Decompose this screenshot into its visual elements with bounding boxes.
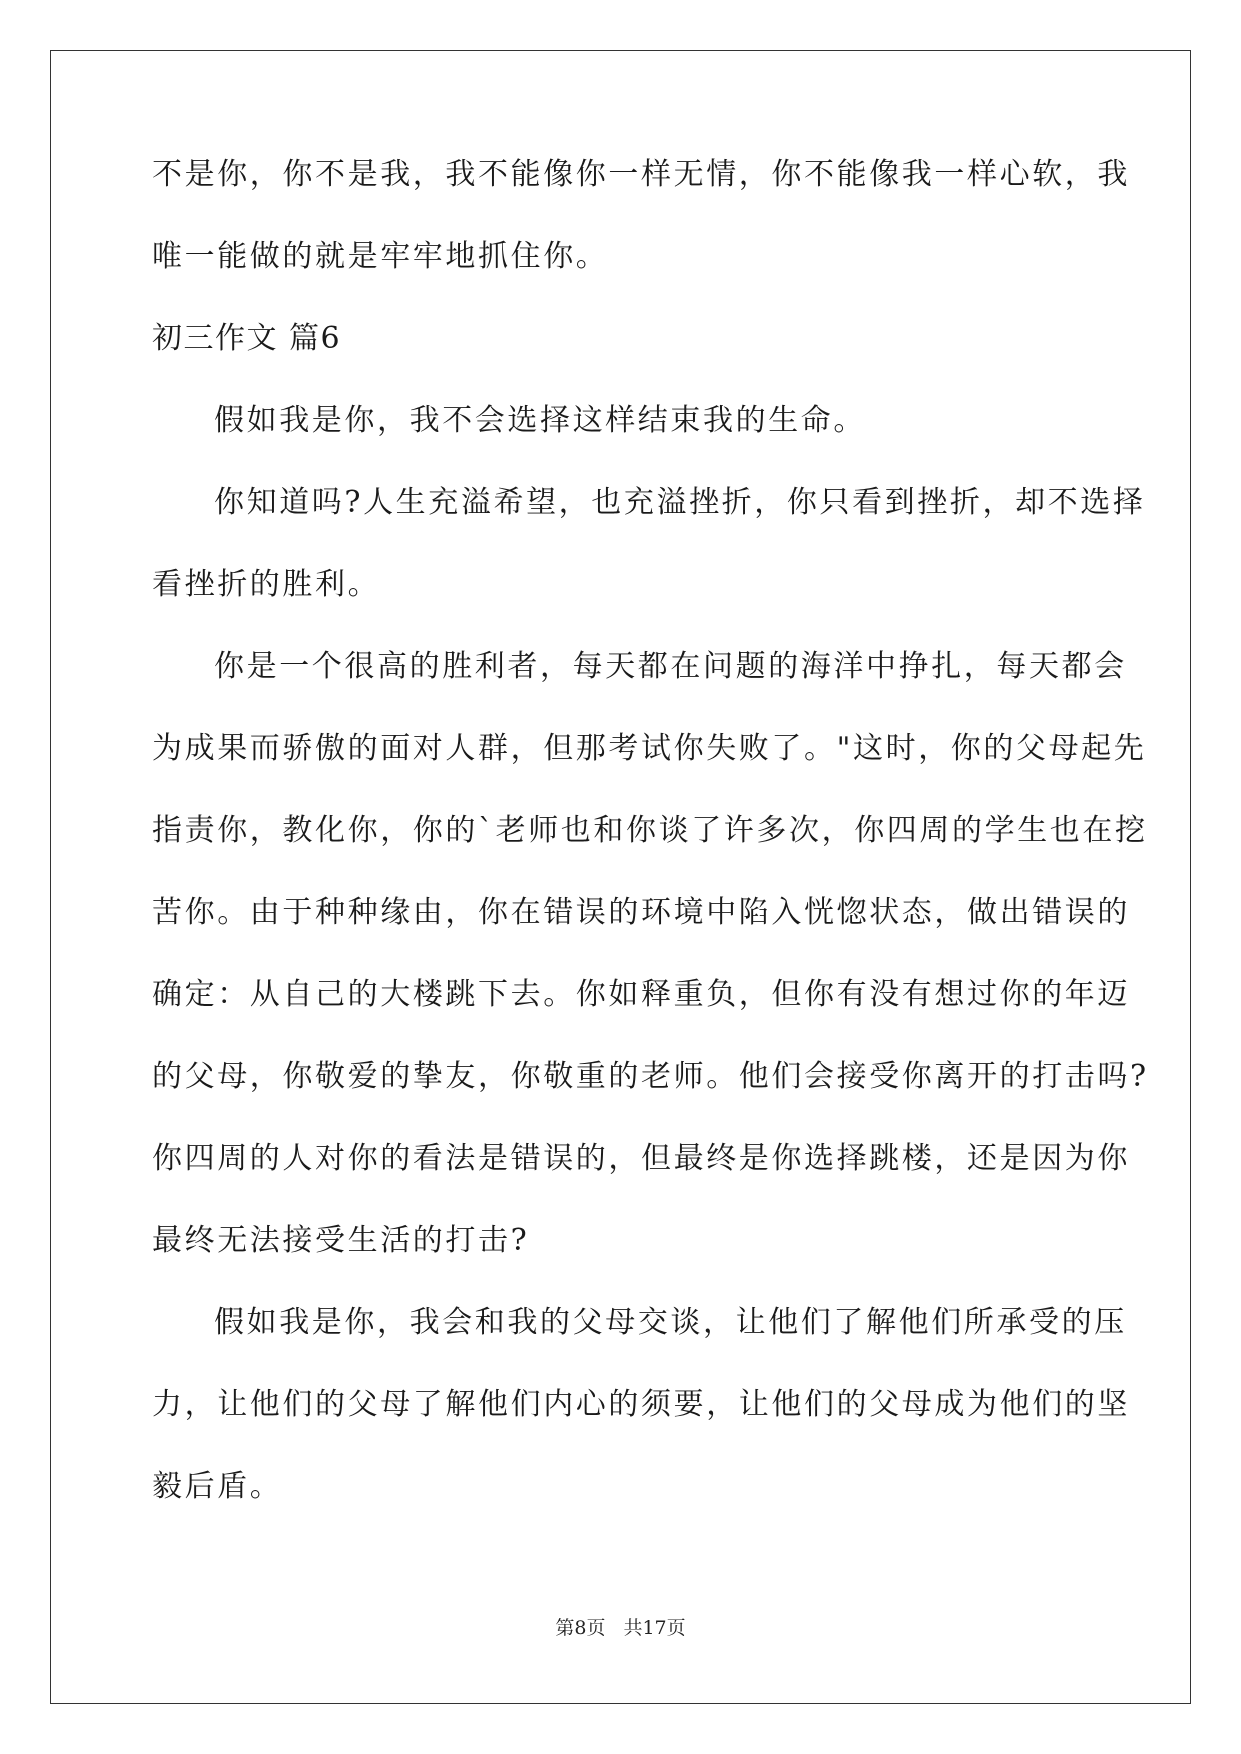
text-line: 唯一能做的就是牢牢地抓住你。 bbox=[152, 239, 609, 274]
text-line: 最终无法接受生活的打击? bbox=[152, 1223, 530, 1258]
text-line: 确定：从自己的大楼跳下去。你如释重负，但你有没有想过你的年迈 bbox=[152, 977, 1130, 1012]
text-line: 你四周的人对你的看法是错误的，但最终是你选择跳楼，还是因为你 bbox=[152, 1141, 1130, 1176]
section-heading: 初三作文 篇6 bbox=[152, 321, 342, 356]
document-body bbox=[152, 157, 1149, 1552]
paragraph-start: 你知道吗?人生充溢希望，也充溢挫折，你只看到挫折，却不选择 bbox=[214, 485, 1146, 520]
paragraph-start: 假如我是你，我不会选择这样结束我的生命。 bbox=[214, 403, 866, 438]
paragraph-start: 假如我是你，我会和我的父母交谈，让他们了解他们所承受的压 bbox=[214, 1305, 1127, 1340]
text-line: 为成果而骄傲的面对人群，但那考试你失败了。"这时，你的父母起先 bbox=[152, 731, 1147, 766]
text-line: 不是你，你不是我，我不能像你一样无情，你不能像我一样心软，我 bbox=[152, 157, 1130, 192]
paragraph-start: 你是一个很高的胜利者，每天都在问题的海洋中挣扎，每天都会 bbox=[214, 649, 1127, 684]
text-line: 苦你。由于种种缘由，你在错误的环境中陷入恍惚状态，做出错误的 bbox=[152, 895, 1130, 930]
text-line: 看挫折的胜利。 bbox=[152, 567, 381, 602]
text-line: 毅后盾。 bbox=[152, 1469, 283, 1504]
text-line: 力，让他们的父母了解他们内心的须要，让他们的父母成为他们的坚 bbox=[152, 1387, 1130, 1422]
page-footer bbox=[0, 1613, 1241, 1640]
page-total: 共17页 bbox=[623, 1617, 686, 1639]
page-number: 第8页 bbox=[555, 1617, 606, 1639]
text-line: 的父母，你敬爱的挚友，你敬重的老师。他们会接受你离开的打击吗? bbox=[152, 1059, 1149, 1094]
text-line: 指责你，教化你，你的`老师也和你谈了许多次，你四周的学生也在挖 bbox=[152, 813, 1148, 848]
